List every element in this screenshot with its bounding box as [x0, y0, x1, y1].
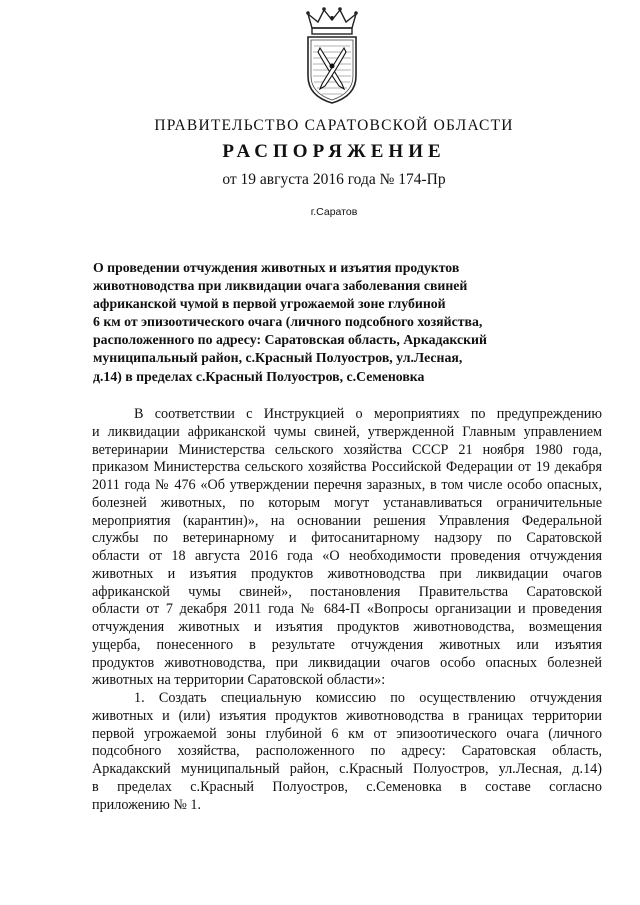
body-line: продуктов животноводства, при ликвидации очагов особо опасных болезней	[92, 654, 602, 671]
title-line: 6 км от эпизоотического очага (личного подсобного хозяйства,	[93, 314, 483, 330]
body-line: животных и (или) изъятия продуктов животноводства в границах территории	[92, 707, 602, 724]
body-line: службы по ветеринарному и фитосанитарному надзору по Саратовской	[92, 530, 602, 547]
body-line: африканской чумы свиней», постановления Правительства Саратовской	[92, 583, 602, 600]
body-line: подсобного хозяйства, расположенного по адресу: Саратовская область,	[92, 743, 602, 760]
body-line: приложению № 1.	[92, 796, 202, 813]
body-line: приказом Министерства сельского хозяйства Российской Федерации от 19 декабря	[92, 459, 602, 476]
body-line: болезней животных, по которым могут устанавливаться ограничительные	[92, 494, 602, 511]
title-line: животноводства при ликвидации очага заболевания свиней	[93, 278, 468, 294]
body-line: отчуждения животных и изъятия продуктов животноводства, возмещения	[92, 619, 602, 635]
body-line: Аркадакский муниципальный район, с.Красный Полуостров, ул.Лесная, д.14)	[92, 761, 602, 777]
body-line: животных на территории Саратовской области»:	[92, 672, 386, 689]
document-body	[92, 406, 602, 814]
item-1-paragraph	[92, 690, 602, 814]
organization-name: ПРАВИТЕЛЬСТВО САРАТОВСКОЙ ОБЛАСТИ	[154, 117, 514, 134]
body-line: 2011 года № 476 «Об утверждении перечня заразных, в том числе особо опасных,	[92, 477, 602, 493]
title-line: африканской чумой в первой угрожаемой зоне глубиной	[93, 296, 446, 312]
body-line: области от 7 декабря 2011 года № 684-П «Вопросы организации и проведения	[92, 601, 602, 618]
body-line: области от 18 августа 2016 года «О необходимости проведения отчуждения	[92, 548, 602, 564]
document-date-number: от 19 августа 2016 года № 174-Пр	[222, 171, 446, 188]
body-line: 1. Создать специальную комиссию по осуществлению отчуждения	[134, 690, 602, 706]
title-line: муниципальный район, с.Красный Полуостров, ул.Лесная,	[93, 350, 463, 366]
title-line: расположенного по адресу: Саратовская область, Аркадакский	[93, 332, 487, 348]
body-line: в пределах с.Красный Полуостров, с.Семеновка в составе согласно	[92, 778, 602, 795]
preamble-paragraph	[92, 406, 602, 690]
title-line: д.14) в пределах с.Красный Полуостров, с.Семеновка	[93, 368, 425, 384]
document-type: РАСПОРЯЖЕНИЕ	[222, 141, 446, 162]
body-line: мероприятия (карантин)», на основании решения Управления Федеральной	[92, 512, 602, 529]
body-line: ветеринарии Министерства сельского хозяйства СССР 21 ноября 1980 года,	[92, 441, 602, 458]
body-line: первой угрожаемой зоны глубиной 6 км от эпизоотического очага (личного	[92, 725, 602, 742]
body-line: и ликвидации африканской чумы свиней, утвержденной Главным управлением	[92, 423, 602, 440]
body-line: ущерба, понесенного в результате отчуждения животных или изъятия	[92, 636, 602, 653]
title-line: О проведении отчуждения животных и изъятия продуктов	[93, 260, 460, 275]
document-title	[93, 259, 513, 386]
body-line: животных и изъятия продуктов животноводства при ликвидации очагов	[92, 565, 602, 582]
city-name: г.Саратов	[310, 206, 358, 218]
body-line: В соответствии с Инструкцией о мероприятиях по предупреждению	[134, 406, 602, 422]
saratov-coat-of-arms-icon	[300, 6, 364, 106]
